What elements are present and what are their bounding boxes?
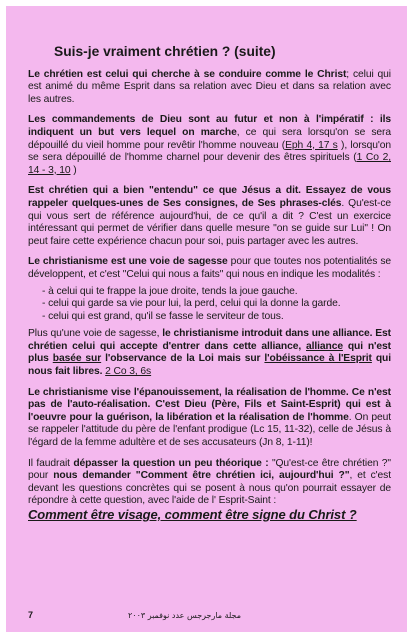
page-title: Suis-je vraiment chrétien ? (suite) (54, 44, 276, 59)
list-item: - à celui qui te frappe la joue droite, tends la joue gauche. (42, 286, 391, 299)
document-page (6, 6, 407, 632)
paragraph-commandments: Les commandements de Dieu sont au futur et non à l'impératif : ils indiquent un but vers lequel on marche, ce qui sera lorsqu'on se sera dépouillé du vieil homme pour revêtir l'homme nouveau (Eph 4, 17 s ), lorsqu'on se sera dépouillé de l'homme charnel pour devenir des êtres spirituels (1 Co 2, 14 - 3, 10 ) (28, 114, 391, 176)
paragraph-fulfilment: Le christianisme vise l'épanouissement, la réalisation de l'homme. Ce n'est pas de l'auto-réalisation. C'est Dieu (Père, Fils et Saint-Esprit) qui est à l'oeuvre pour la guérison, la libération et la réalisation de l'homme. On peut se rappeler l'attitude du père de l'enfant prodigue (Lc 15, 11-32), celle de Jésus à l'égard de la femme adultère et de ses accusateurs (Jn 8, 1-11)! (28, 386, 391, 449)
list-item: - celui qui garde sa vie pour lui, la perd, celui qui la donne la garde. (42, 298, 391, 311)
list-item: - celui qui est grand, qu'il se fasse le serviteur de tous. (42, 311, 391, 324)
paragraph-heard-jesus: Est chrétien qui a bien "entendu" ce que Jésus a dit. Essayez de vous rappeler quelques-unes de Ses consignes, de Ses phrases-clés. Qu'est-ce qui vous sert de référence aujourd'hui, de ce qu'il a dit ? C'est un exercice intéressant qui permet de vérifier dans quelle mesure "on se guide sur Lui" ! On peut faire cette expérience chacun pour soi, puis partager avec les autres. (28, 185, 391, 247)
page-footer (28, 610, 391, 621)
magazine-reference: مجلة مارجرجس عدد نوفمبر ٢٠٠٣ (128, 611, 242, 620)
closing-question: Comment être visage, comment être signe du Christ ? (28, 507, 357, 522)
paragraph-alliance: Plus qu'une voie de sagesse, le christianisme introduit dans une alliance. Est chrétien celui qui accepte d'entrer dans cette alliance, alliance qui n'est plus basée sur l'observance de la Loi mais sur l'obéissance à l'Esprit qui nous fait libres. 2 Co 3, 6s (28, 328, 392, 378)
wisdom-list (28, 286, 391, 324)
reference-1co: 1 Co 2, 14 - 3, 10 (28, 152, 391, 176)
paragraph-beyond-theory: Il faudrait dépasser la question un peu théorique : "Qu'est-ce être chrétien ?" pour nous demander "Comment être chrétien ici, aujourd'hui ?", et c'est devant les questions concrètes qui se posent à nous qu'on pourrait essayer de répondre à cette question, avec l'aide de l' Esprit-Saint : (28, 457, 391, 507)
paragraph-wisdom: Le christianisme est une voie de sagesse pour que toutes nos potentialités se développent, et c'est "Celui qui nous a faits" qui nous en indique les modalités : (28, 256, 392, 280)
page-number: 7 (28, 610, 33, 620)
reference-eph: Eph 4, 17 s (285, 139, 338, 151)
paragraph-christ-conduct: Le chrétien est celui qui cherche à se conduire comme le Christ; celui qui est animé du même Esprit dans sa relation avec Dieu et dans sa relation avec les autres. (28, 68, 391, 105)
reference-2co: 2 Co 3, 6s (105, 366, 152, 378)
